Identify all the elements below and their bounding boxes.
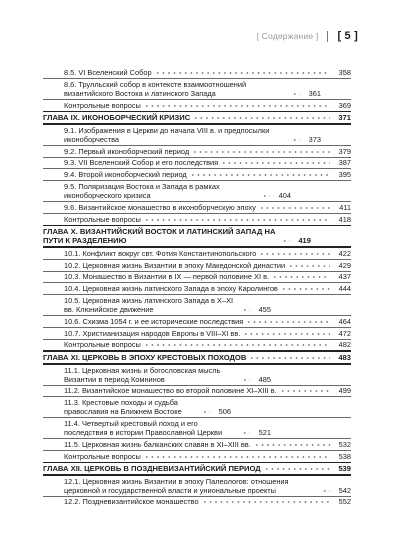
- toc-entry[interactable]: [43, 215, 351, 224]
- toc-entry-title: 11.2. Византийское монашество во второй половине XI–XIII в.: [64, 386, 277, 396]
- divider: [43, 145, 351, 146]
- divider: [43, 417, 351, 418]
- toc-entry[interactable]: [43, 203, 351, 212]
- divider: [43, 339, 351, 340]
- toc-entry[interactable]: [43, 497, 351, 506]
- divider: [43, 78, 351, 79]
- toc-entry-title: 9.3. VII Вселенский Собор и его последствия: [64, 158, 219, 168]
- toc-entry[interactable]: [43, 340, 351, 349]
- dot-leader: [193, 113, 330, 120]
- toc-entry-page: 437: [338, 272, 351, 282]
- chapter-rule: [43, 111, 351, 113]
- toc-entry[interactable]: [43, 366, 351, 384]
- divider: [43, 180, 351, 181]
- divider: [43, 294, 351, 295]
- toc-entry-title: 12.2. Поздневизантийское монашество: [64, 497, 199, 507]
- toc-entry[interactable]: [43, 158, 351, 167]
- divider: [43, 271, 351, 272]
- toc-entry-page: 373: [308, 134, 321, 144]
- toc-entry[interactable]: [43, 147, 351, 156]
- dot-leader: [190, 170, 330, 177]
- chapter-page: 483: [338, 352, 351, 362]
- dot-leader: [243, 329, 330, 336]
- toc-entry-title: 10.7. Христианизация народов Европы в VIII–XI вв.: [64, 328, 241, 338]
- toc-entry-page: 464: [338, 316, 351, 326]
- toc-entry-page: 521: [258, 427, 271, 437]
- toc-entry[interactable]: [43, 452, 351, 461]
- page-number: [ 5 ]: [337, 30, 358, 42]
- toc-entry-page: 485: [258, 374, 271, 384]
- chapter-heading[interactable]: [43, 353, 351, 362]
- toc-entry-page: 422: [338, 248, 351, 258]
- toc-entry-title: 10.6. Схизма 1054 г. и ее исторические последствия: [64, 316, 244, 326]
- divider: [43, 259, 351, 260]
- dot-leader: [242, 428, 250, 435]
- toc-entry-title: Контрольные вопросы: [64, 451, 141, 461]
- divider: [43, 327, 351, 328]
- chapter-page: 539: [338, 464, 351, 474]
- toc-entry-page: 369: [338, 100, 351, 110]
- toc-entry-title: 11.3. Крестовые походы и судьба православия на Ближнем Востоке: [64, 398, 182, 417]
- toc-entry[interactable]: [43, 249, 351, 258]
- dot-leader: [280, 386, 330, 393]
- dot-leader: [202, 497, 330, 504]
- toc-entry-page: 472: [338, 328, 351, 338]
- divider: [43, 282, 351, 283]
- toc-entry-page: 361: [308, 88, 321, 98]
- dot-leader: [262, 191, 270, 198]
- toc-entry-title: 9.4. Второй иконоборческий период: [64, 170, 187, 180]
- dot-leader: [281, 284, 330, 291]
- chapter-title: ГЛАВА X. ВИЗАНТИЙСКИЙ ВОСТОК И ЛАТИНСКИЙ ЗАПАД НА ПУТИ К РАЗДЕЛЕНИЮ: [43, 227, 276, 246]
- divider: [43, 315, 351, 316]
- dot-leader: [288, 261, 330, 268]
- toc-entry[interactable]: [43, 419, 351, 437]
- dot-leader: [264, 464, 330, 471]
- table-of-contents: [43, 68, 351, 506]
- toc-entry-title: 9.1. Изображения в Церкви до начала VIII в. и предпосылки иконоборчества: [64, 125, 270, 144]
- dot-leader: [272, 272, 330, 279]
- chapter-page: 419: [298, 236, 311, 246]
- chapter-title: ГЛАВА XI. ЦЕРКОВЬ В ЭПОХУ КРЕСТОВЫХ ПОХОДОВ: [43, 352, 247, 362]
- dot-leader: [155, 68, 330, 75]
- toc-entry-page: 411: [339, 202, 351, 212]
- chapter-rule: [43, 246, 351, 248]
- chapter-rule: [43, 123, 351, 125]
- toc-entry[interactable]: [43, 386, 351, 395]
- dot-leader: [259, 249, 330, 256]
- divider: [43, 385, 351, 386]
- dot-leader: [259, 203, 330, 210]
- toc-entry-title: 10.2. Церковная жизнь Византии в эпоху Македонской династии: [64, 260, 286, 270]
- toc-entry-page: 455: [258, 304, 271, 314]
- toc-entry[interactable]: [43, 126, 351, 144]
- section-title: [ Содержание ]: [256, 31, 319, 41]
- toc-entry[interactable]: [43, 440, 351, 449]
- divider: [43, 157, 351, 158]
- toc-entry-page: 444: [338, 284, 351, 294]
- toc-entry[interactable]: [43, 296, 351, 314]
- toc-entry-title: 11.5. Церковная жизнь балканских славян в XI–XIII вв.: [64, 439, 251, 449]
- dot-leader: [249, 353, 330, 360]
- chapter-title: ГЛАВА IX. ИКОНОБОРЧЕСКИЙ КРИЗИС: [43, 113, 191, 123]
- chapter-rule: [43, 350, 351, 352]
- toc-entry-title: 10.4. Церковная жизнь латинского Запада в эпоху Каролингов: [64, 284, 278, 294]
- toc-entry-page: 552: [338, 497, 351, 507]
- divider: [43, 450, 351, 451]
- toc-entry-page: 358: [338, 68, 351, 77]
- toc-entry[interactable]: [43, 68, 351, 77]
- toc-entry-title: 9.2. Первый иконоборческий период: [64, 146, 190, 156]
- dot-leader: [192, 147, 330, 154]
- dot-leader: [202, 407, 210, 414]
- chapter-rule: [43, 363, 351, 365]
- dot-leader: [282, 236, 290, 243]
- toc-entry-title: 12.1. Церковная жизнь Византии в эпоху Палеологов: отношения церковной и государственной власти и униональные проекты: [64, 476, 289, 495]
- toc-entry[interactable]: [43, 80, 351, 98]
- toc-entry-page: 418: [338, 214, 351, 224]
- running-header: [257, 30, 359, 42]
- toc-entry-title: Контрольные вопросы: [64, 100, 141, 110]
- divider: [43, 438, 351, 439]
- chapter-heading[interactable]: [43, 227, 351, 245]
- toc-entry[interactable]: [43, 329, 351, 338]
- toc-entry-page: 387: [338, 158, 351, 168]
- toc-entry-page: 532: [338, 439, 351, 449]
- chapter-page: 371: [338, 113, 351, 123]
- toc-entry-page: 482: [338, 340, 351, 350]
- divider: [43, 99, 351, 100]
- toc-entry[interactable]: [43, 101, 351, 110]
- toc-entry-page: 538: [338, 451, 351, 461]
- divider: [43, 396, 351, 397]
- toc-entry-title: Контрольные вопросы: [64, 340, 141, 350]
- toc-entry[interactable]: [43, 182, 351, 200]
- dot-leader: [292, 135, 300, 142]
- toc-entry-page: 506: [218, 407, 231, 417]
- dot-leader: [144, 101, 330, 108]
- toc-entry[interactable]: [43, 261, 351, 270]
- dot-leader: [242, 305, 250, 312]
- toc-entry-title: 11.1. Церковная жизнь и богословская мысль Византии в период Комнинов: [64, 365, 221, 384]
- toc-entry-title: 8.6. Трулльский собор в контексте взаимоотношений византийского Востока и латинского Запада: [64, 79, 247, 98]
- toc-entry-page: 404: [278, 190, 291, 200]
- toc-entry[interactable]: [43, 398, 351, 416]
- divider: [43, 496, 351, 497]
- toc-entry-page: 429: [338, 260, 351, 270]
- toc-entry[interactable]: [43, 477, 351, 495]
- chapter-heading[interactable]: [43, 113, 351, 122]
- toc-entry-title: 10.5. Церковная жизнь латинского Запада в X–XI вв. Клюнийское движение: [64, 295, 234, 314]
- divider: [43, 168, 351, 169]
- toc-entry-title: 10.3. Монашество в Византии в IX — первой половине XI в.: [64, 272, 270, 282]
- chapter-rule: [43, 225, 351, 227]
- divider: [43, 213, 351, 214]
- chapter-rule: [43, 474, 351, 476]
- dot-leader: [292, 89, 300, 96]
- toc-entry-title: 11.4. Четвертый крестовый поход и его последствия в истории Православной Церкви: [64, 418, 223, 437]
- header-divider: [327, 31, 328, 42]
- toc-entry[interactable]: [43, 170, 351, 179]
- dot-leader: [254, 440, 330, 447]
- toc-entry-page: 499: [338, 386, 351, 396]
- dot-leader: [242, 375, 250, 382]
- toc-entry-title: 9.5. Поляризация Востока и Запада в рамках иконоборческого кризиса: [64, 181, 220, 200]
- dot-leader: [144, 452, 330, 459]
- dot-leader: [221, 158, 330, 165]
- divider: [43, 201, 351, 202]
- dot-leader: [144, 340, 330, 347]
- toc-entry-title: Контрольные вопросы: [64, 214, 141, 224]
- toc-entry-title: 10.1. Конфликт вокруг свт. Фотия Константинопольского: [64, 248, 257, 258]
- chapter-heading[interactable]: [43, 464, 351, 473]
- dot-leader: [322, 486, 330, 493]
- toc-entry[interactable]: [43, 284, 351, 293]
- toc-entry[interactable]: [43, 272, 351, 281]
- toc-entry-title: 9.6. Византийское монашество в иконоборческую эпоху: [64, 202, 256, 212]
- toc-entry-page: 542: [338, 485, 351, 495]
- chapter-rule: [43, 462, 351, 464]
- toc-entry-page: 395: [338, 170, 351, 180]
- dot-leader: [144, 215, 330, 222]
- dot-leader: [246, 317, 330, 324]
- chapter-title: ГЛАВА XII. ЦЕРКОВЬ В ПОЗДНЕВИЗАНТИЙСКИЙ ПЕРИОД: [43, 464, 261, 474]
- toc-entry[interactable]: [43, 317, 351, 326]
- toc-entry-page: 379: [338, 146, 351, 156]
- toc-entry-title: 8.5. VI Вселенский Собор: [64, 68, 152, 77]
